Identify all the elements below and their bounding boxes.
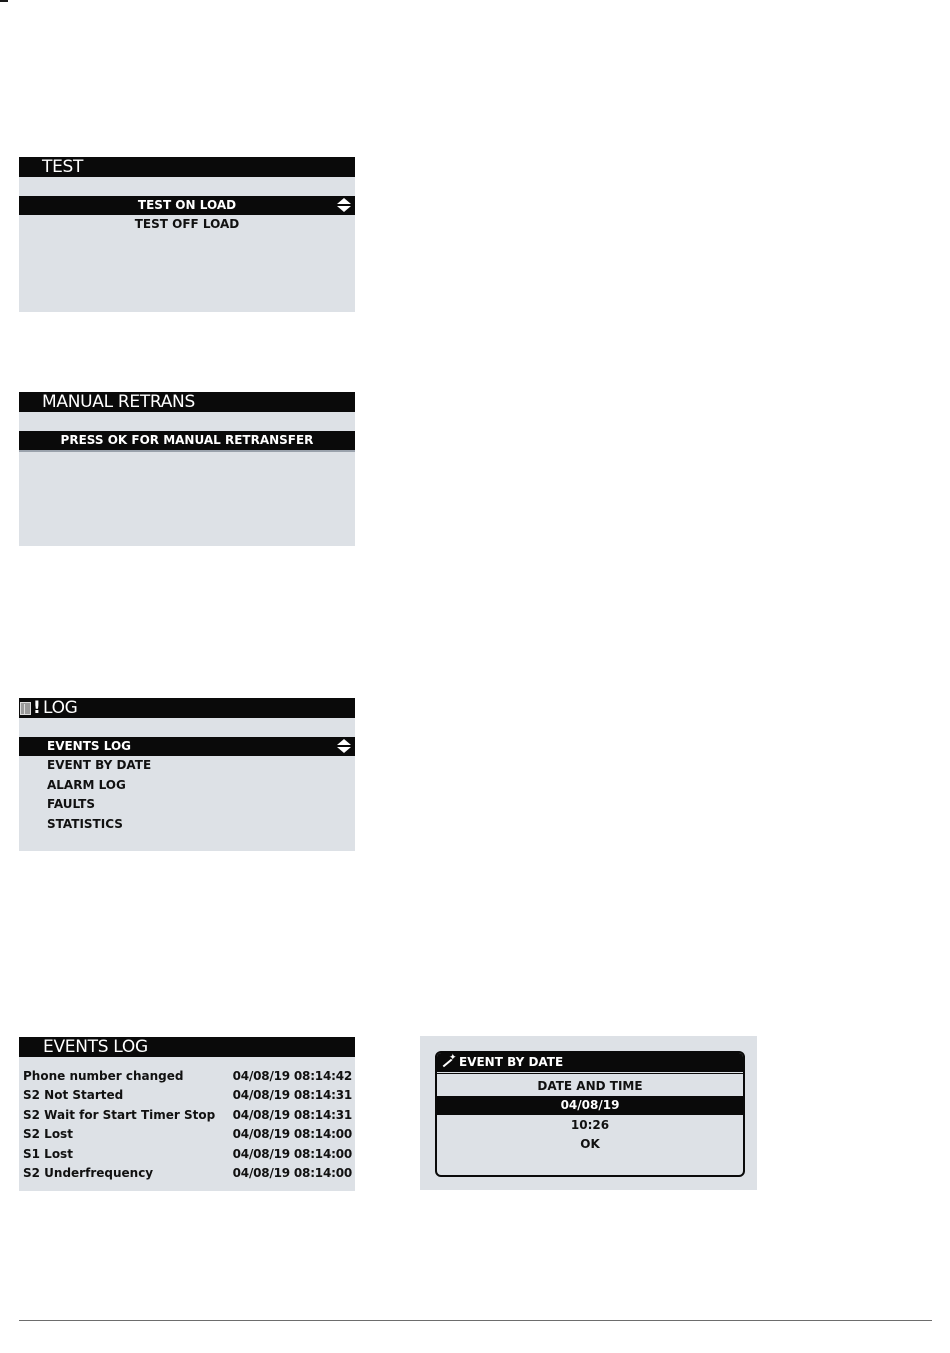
date-time-heading: DATE AND TIME: [537, 1079, 643, 1093]
event-time: 04/08/19 08:14:31: [232, 1088, 352, 1102]
menu-item-statistics[interactable]: [19, 815, 355, 834]
event-row[interactable]: [19, 1086, 355, 1105]
event-name: S2 Lost: [23, 1127, 73, 1141]
event-by-date-frame: [435, 1051, 745, 1177]
event-row[interactable]: [19, 1145, 355, 1164]
event-name: S2 Underfrequency: [23, 1166, 154, 1180]
ok-button[interactable]: OK: [580, 1137, 600, 1151]
event-name: Phone number changed: [23, 1069, 184, 1083]
top-edge-line: [0, 0, 8, 2]
divider: [437, 1073, 743, 1074]
event-name: S2 Wait for Start Timer Stop: [23, 1108, 216, 1122]
test-screen: [19, 157, 355, 312]
menu-item-test-on-load[interactable]: [19, 196, 355, 215]
menu-item-label: EVENTS LOG: [47, 739, 131, 753]
menu-item-label: STATISTICS: [47, 817, 123, 831]
log-title-bar: [19, 698, 355, 718]
test-title-bar: [19, 157, 355, 177]
event-row[interactable]: [19, 1067, 355, 1086]
menu-item-event-by-date[interactable]: [19, 756, 355, 775]
retransfer-message: PRESS OK FOR MANUAL RETRANSFER: [60, 433, 314, 447]
menu-item-label: EVENT BY DATE: [47, 758, 152, 772]
event-name: S2 Not Started: [23, 1088, 124, 1102]
event-by-date-title-bar: [437, 1053, 743, 1072]
event-by-date-title: EVENT BY DATE: [459, 1055, 564, 1069]
event-row[interactable]: [19, 1125, 355, 1144]
menu-item-alarm-log[interactable]: [19, 776, 355, 795]
log-title: LOG: [43, 698, 78, 718]
retrans-title-bar: [19, 392, 355, 412]
date-field[interactable]: 04/08/19: [437, 1096, 743, 1115]
menu-item-label: TEST ON LOAD: [137, 198, 237, 212]
event-time: 04/08/19 08:14:31: [232, 1108, 352, 1122]
event-row[interactable]: [19, 1106, 355, 1125]
events-log-screen: [19, 1037, 355, 1191]
log-screen: [19, 698, 355, 851]
menu-item-label: TEST OFF LOAD: [134, 217, 240, 231]
event-time: 04/08/19 08:14:00: [232, 1127, 352, 1141]
log-book-icon: !: [20, 701, 42, 716]
updown-arrows-icon[interactable]: [337, 739, 351, 754]
menu-item-events-log[interactable]: [19, 737, 355, 756]
event-time: 04/08/19 08:14:00: [232, 1166, 352, 1180]
manual-retrans-screen: [19, 392, 355, 546]
updown-arrows-icon[interactable]: [337, 198, 351, 213]
event-time: 04/08/19 08:14:42: [232, 1069, 352, 1083]
retrans-title: MANUAL RETRANS: [42, 392, 195, 412]
event-row[interactable]: [19, 1164, 355, 1183]
time-field[interactable]: 10:26: [570, 1118, 610, 1132]
event-name: S1 Lost: [23, 1147, 73, 1161]
magic-wand-icon: ✦: [441, 1056, 455, 1069]
menu-item-faults[interactable]: [19, 795, 355, 814]
footer-divider: [19, 1320, 932, 1321]
event-time: 04/08/19 08:14:00: [232, 1147, 352, 1161]
events-log-title-bar: [19, 1037, 355, 1057]
menu-item-test-off-load[interactable]: [19, 215, 355, 234]
menu-item-label: ALARM LOG: [47, 778, 126, 792]
retransfer-prompt[interactable]: [19, 431, 355, 452]
event-by-date-screen: [420, 1036, 757, 1190]
menu-item-label: FAULTS: [47, 797, 95, 811]
events-log-title: EVENTS LOG: [43, 1037, 148, 1057]
test-title: TEST: [42, 157, 84, 177]
